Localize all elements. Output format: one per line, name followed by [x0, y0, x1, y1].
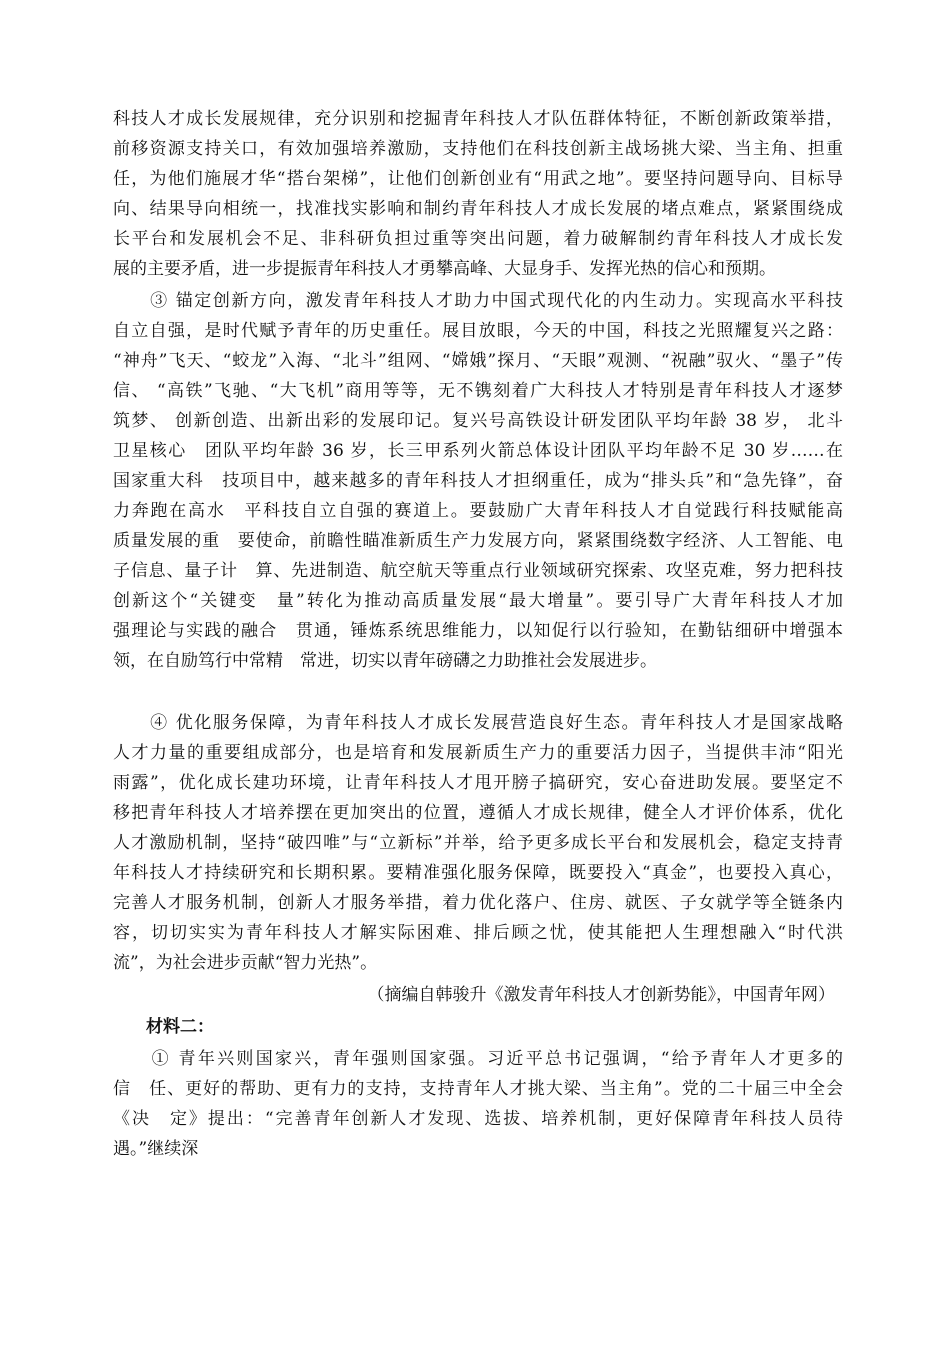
text-line: 强理论与实践的融合 贯通，锤炼系统思维能力，以知促行以行验知，在勤钻细研中增强本 — [113, 621, 843, 641]
text-line: 雨露”，优化成长建功环境，让青年科技人才甩开膀子搞研究，安心奋进助发展。要坚定不 — [113, 773, 843, 793]
text-line: 领，在自励笃行中常精 常进，切实以青年磅礴之力助推社会发展进步。 — [113, 651, 657, 671]
text-line: 人才激励机制，坚持“破四唯”与“立新标”并举，给予更多成长平台和发展机会，稳定支持青 — [113, 833, 843, 853]
text-line: 流”，为社会进步贡献“智力光热”。 — [113, 953, 378, 973]
text-line: 年科技人才持续研究和长期积累。要精准强化服务保障，既要投入“真金”，也要投入真心， — [113, 863, 843, 883]
text-line: 国家重大科 技项目中，越来越多的青年科技人才担纲重任，成为“排头兵”和“急先锋”，奋 — [113, 471, 843, 491]
text-line: ③ 锚定创新方向，激发青年科技人才助力中国式现代化的内生动力。实现高水平科技 — [113, 291, 843, 311]
text-line: 信 任、更好的帮助、更有力的支持，支持青年人才挑大梁、当主角”。党的二十届三中全会 — [113, 1079, 843, 1099]
text-line: 筑梦、 创新创造、出新出彩的发展印记。复兴号高铁设计研发团队平均年龄 38 岁， 北斗 — [113, 411, 843, 431]
text-line: 移把青年科技人才培养摆在更加突出的位置，遵循人才成长规律，健全人才评价体系，优化 — [113, 803, 843, 823]
text-line: 创新这个“关键变 量”转化为推动高质量发展“最大增量”。要引导广大青年科技人才加 — [113, 591, 843, 611]
text-line: 前移资源支持关口，有效加强培养激励，支持他们在科技创新主战场挑大梁、当主角、担重 — [113, 139, 843, 159]
text-line: 科技人才成长发展规律，充分识别和挖掘青年科技人才队伍群体特征，不断创新政策举措， — [113, 109, 843, 129]
text-line: 质量发展的重 要使命，前瞻性瞄准新质生产力发展方向，紧紧围绕数字经济、人工智能、电 — [113, 531, 843, 551]
text-line: 向、结果导向相统一，找准找实影响和制约青年科技人才成长发展的堵点难点，紧紧围绕成 — [113, 199, 843, 219]
text-line: ④ 优化服务保障，为青年科技人才成长发展营造良好生态。青年科技人才是国家战略 — [113, 713, 843, 733]
text-line: 力奔跑在高水 平科技自立自强的赛道上。要鼓励广大青年科技人才自觉践行科技赋能高 — [113, 501, 843, 521]
text-line: 任，为他们施展才华“搭台架梯”，让他们创新创业有“用武之地”。要坚持问题导向、目标导 — [113, 169, 843, 189]
text-line: 遇。”继续深 — [113, 1139, 199, 1159]
text-line: 《决 定》提出：“完善青年创新人才发现、选拔、培养机制，更好保障青年科技人员待 — [113, 1109, 843, 1129]
text-line: 长平台和发展机会不足、非科研负担过重等突出问题，着力破解制约青年科技人才成长发 — [113, 229, 843, 249]
text-line: ① 青年兴则国家兴，青年强则国家强。习近平总书记强调，“给予青年人才更多的 — [113, 1049, 843, 1069]
section-heading: 材料二： — [146, 1017, 214, 1037]
text-line: 信、 “高铁”飞驰、“大飞机”商用等等，无不镌刻着广大科技人才特别是青年科技人才逐梦 — [113, 381, 843, 401]
text-line: “神舟”飞天、“蛟龙”入海、“北斗”组网、“嫦娥”探月、“天眼”观测、“祝融”驭火、“墨子”传 — [113, 351, 843, 371]
text-line: 完善人才服务机制，创新人才服务举措，着力优化落户、住房、就医、子女就学等全链条内 — [113, 893, 843, 913]
text-line: 自立自强，是时代赋予青年的历史重任。展目放眼，今天的中国，科技之光照耀复兴之路： — [113, 321, 843, 341]
source-citation: （摘编自韩骏升《激发青年科技人才创新势能》，中国青年网） — [367, 985, 835, 1005]
text-line: 人才力量的重要组成部分，也是培育和发展新质生产力的重要活力因子，当提供丰沛“阳光 — [113, 743, 843, 763]
text-line: 子信息、量子计 算、先进制造、航空航天等重点行业领域研究探索、攻坚克难，努力把科技 — [113, 561, 843, 581]
text-line: 卫星核心 团队平均年龄 36 岁，长三甲系列火箭总体设计团队平均年龄不足 30 岁……在 — [113, 441, 843, 461]
text-line: 容，切切实实为青年科技人才解实际困难、排后顾之忧，使其能把人生理想融入“时代洪 — [113, 923, 843, 943]
text-line: 展的主要矛盾，进一步提振青年科技人才勇攀高峰、大显身手、发挥光热的信心和预期。 — [113, 259, 776, 279]
